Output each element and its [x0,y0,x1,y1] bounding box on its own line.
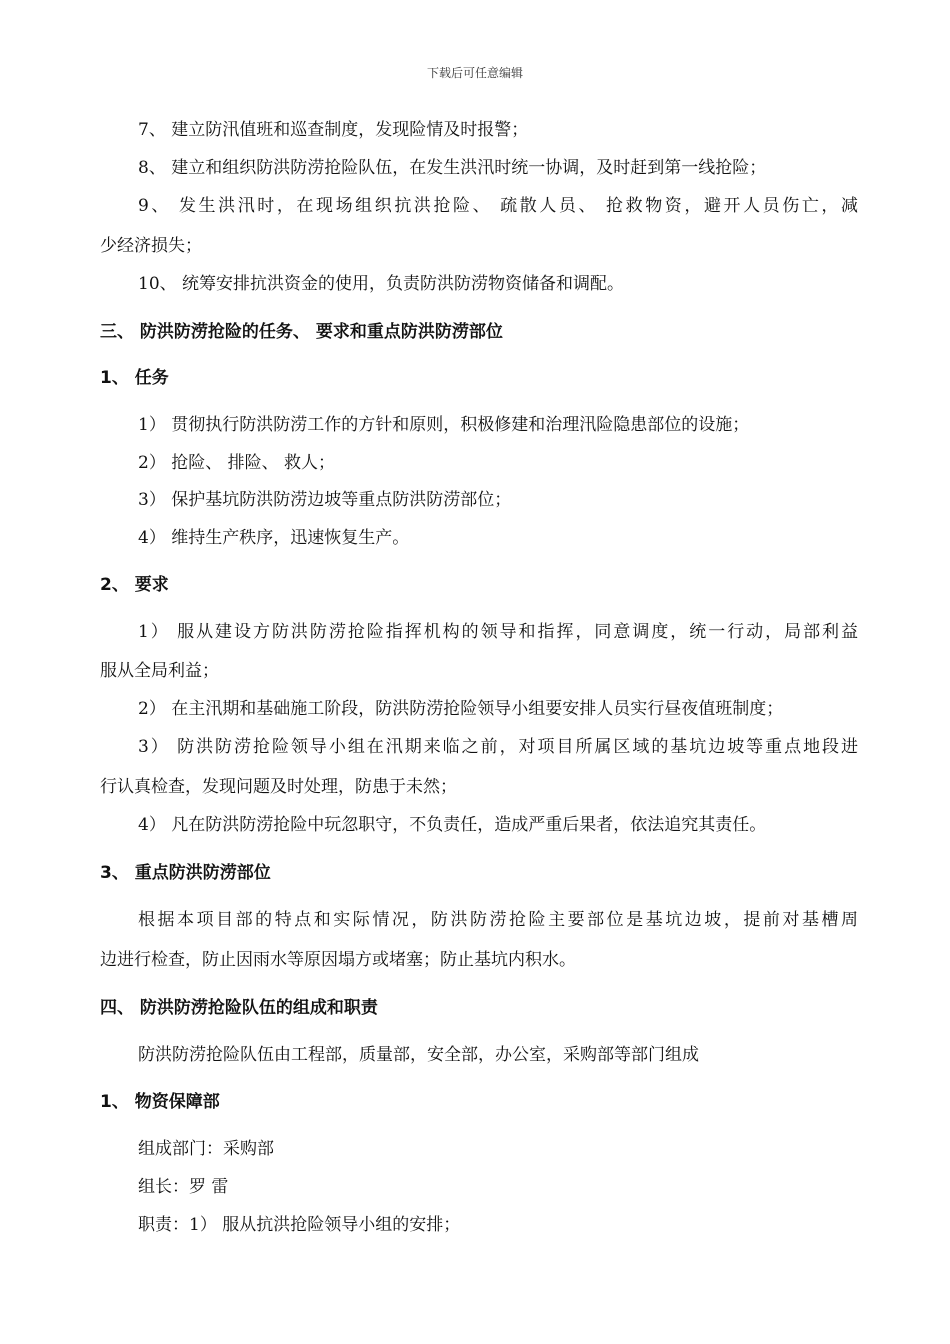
duty-item-9: 9、 发生洪汛时，在现场组织抗洪抢险、 疏散人员、 抢救物资，避开人员伤亡，减 [138,196,858,216]
req-item-1-cont: 服从全局利益； [100,661,219,681]
req-item-2: 2） 在主汛期和基础施工阶段，防洪防涝抢险领导小组要安排人员实行昼夜值班制度； [138,699,784,719]
section-heading-3: 三、 防洪防涝抢险的任务、 要求和重点防洪防涝部位 [100,322,503,342]
subheading-key-areas: 3、 重点防洪防涝部位 [100,863,271,883]
duty-item-10: 10、 统筹安排抗洪资金的使用，负责防洪防涝物资储备和调配。 [138,274,625,294]
section-heading-4: 四、 防洪防涝抢险队伍的组成和职责 [100,998,378,1018]
key-areas-para-cont: 边进行检查，防止因雨水等原因塌方或堵塞；防止基坑内积水。 [100,950,576,970]
duty-item-9-cont: 少经济损失； [100,236,202,256]
duty-item-8: 8、 建立和组织防洪防涝抢险队伍，在发生洪汛时统一协调，及时赶到第一线抢险； [138,158,767,178]
req-item-3-cont: 行认真检查，发现问题及时处理，防患于未然； [100,777,457,797]
task-item-3: 3） 保护基坑防洪防涝边坡等重点防洪防涝部位； [138,490,512,510]
subheading-tasks: 1、 任务 [100,368,169,388]
task-item-2: 2） 抢险、 排险、 救人； [138,453,336,473]
subheading-requirements: 2、 要求 [100,575,169,595]
dept-duty-1: 职责：1） 服从抗洪抢险领导小组的安排； [138,1215,461,1235]
req-item-1: 1） 服从建设方防洪防涝抢险指挥机构的领导和指挥，同意调度，统一行动，局部利益 [138,622,858,642]
key-areas-para: 根据本项目部的特点和实际情况，防洪防涝抢险主要部位是基坑边坡，提前对基槽周 [138,910,858,930]
task-item-4: 4） 维持生产秩序，迅速恢复生产。 [138,528,410,548]
task-item-1: 1） 贯彻执行防洪防涝工作的方针和原则，积极修建和治理汛险隐患部位的设施； [138,415,750,435]
page-header: 下载后可任意编辑 [426,66,523,80]
req-item-4: 4） 凡在防洪防涝抢险中玩忽职守，不负责任，造成严重后果者，依法追究其责任。 [138,815,767,835]
dept-composition: 组成部门：采购部 [138,1139,274,1159]
subheading-materials-dept: 1、 物资保障部 [100,1092,220,1112]
duty-item-7: 7、 建立防汛值班和巡查制度，发现险情及时报警； [138,120,529,140]
team-composition: 防洪防涝抢险队伍由工程部，质量部，安全部，办公室，采购部等部门组成 [138,1045,699,1065]
dept-leader: 组长：罗 雷 [138,1177,229,1197]
req-item-3: 3） 防洪防涝抢险领导小组在汛期来临之前，对项目所属区域的基坑边坡等重点地段进 [138,737,858,757]
